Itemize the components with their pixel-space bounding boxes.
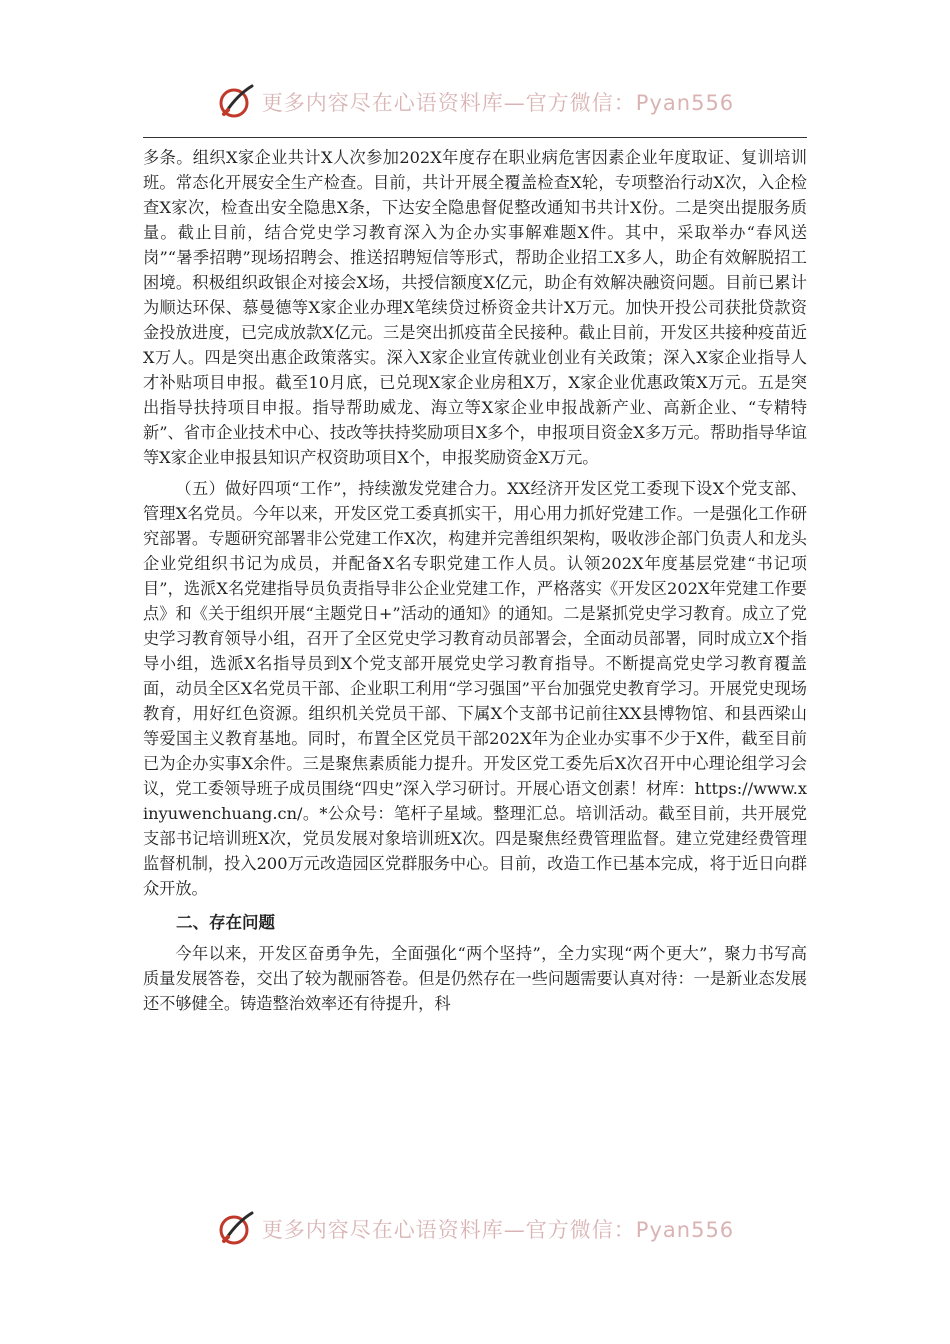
paragraph-party-building: （五）做好四项“工作”，持续激发党建合力。XX经济开发区党工委现下设X个党支部、管理X名党员。今年以来，开发区党工委真抓实干，用心用力抓好党建工作。一是强化工作研究部署。专题研究部署非公党建工作X次，构建并完善组织架构，吸收涉企部门负责人和龙头企业党组织书记为成员，并配备X名专职党建工作人员。认领202X年度基层党建“书记项目”，选派X名党建指导员负责指导非公企业党建工作，严格落实《开发区202X年党建工作要点》和《关于组织开展“主题党日+”活动的通知》的通知。二是紧抓党史学习教育。成立了党史学习教育领导小组，召开了全区党史学习教育动员部署会，全面动员部署，同时成立X个指导小组，选派X名指导员到X个党支部开展党史学习教育指导。不断提高党史学习教育覆盖面，动员全区X名党员干部、企业职工利用“学习强国”平台加强党史教育学习。开展党史现场教育，用好红色资源。组织机关党员干部、下属X个支部书记前往XX县博物馆、和县西梁山等爱国主义教育基地。同时，布置全区党员干部202X年为企业办实事不少于X件，截至目前已为企办实事X余件。三是聚焦素质能力提升。开发区党工委先后X次召开中心理论组学习会议，党工委领导班子成员围绕“四史”深入学习研讨。开展心语文创素！材库：https://www.xinyuwenchuang.cn/。*公众号：笔杆子星域。整理汇总。培训活动。截至目前，共开展党支部书记培训班X次，党员发展对象培训班X次。四是聚焦经费管理监督。建立党建经费管理监督机制，投入200万元改造园区党群服务中心。目前，改造工作已基本完成，将于近日向群众开放。 [143,479,807,898]
document-body [143,145,807,1016]
brush-logo-icon [216,82,256,122]
footer-banner [0,1207,950,1251]
header-banner-text: 更多内容尽在心语资料库—官方微信：Pyan556 [261,91,735,115]
footer-banner-text: 更多内容尽在心语资料库—官方微信：Pyan556 [261,1218,735,1242]
paragraph-problems: 今年以来，开发区奋勇争先，全面强化“两个坚持”，全力实现“两个更大”，聚力书写高质量发展答卷，交出了较为靓丽答卷。但是仍然存在一些问题需要认真对待：一是新业态发展还不够健全。铸造整治效率还有待提升，科 [143,944,807,1013]
paragraph-continued: 多条。组织X家企业共计X人次参加202X年度存在职业病危害因素企业年度取证、复训培训班。常态化开展安全生产检查。目前，共计开展全覆盖检查X轮，专项整治行动X次，入企检查X家次，检查出安全隐患X条，下达安全隐患督促整改通知书共计X份。二是突出提服务质量。截止目前，结合党史学习教育深入为企办实事解难题X件。其中，采取举办“春风送岗”“暑季招聘”现场招聘会、推送招聘短信等形式，帮助企业招工X多人，助企有效解脱招工困境。积极组织政银企对接会X场，共授信额度X亿元，助企有效解决融资问题。目前已累计为顺达环保、慕曼德等X家企业办理X笔续贷过桥资金共计X万元。加快开投公司获批贷款资金投放进度，已完成放款X亿元。三是突出抓疫苗全民接种。截止目前，开发区共接种疫苗近X万人。四是突出惠企政策落实。深入X家企业宣传就业创业有关政策；深入X家企业指导人才补贴项目申报。截至10月底，已兑现X家企业房租X万，X家企业优惠政策X万元。五是突出指导扶持项目申报。指导帮助威龙、海立等X家企业申报战新产业、高新企业、“专精特新”、省市企业技术中心、技改等扶持奖励项目X多个，申报项目资金X多万元。帮助指导华谊等X家企业申报县知识产权资助项目X个，申报奖励资金X万元。 [143,148,807,467]
brush-logo-icon [216,1209,256,1249]
header-banner [0,80,950,124]
header-rule [143,137,807,138]
section-heading-problems: 二、存在问题 [176,913,275,932]
